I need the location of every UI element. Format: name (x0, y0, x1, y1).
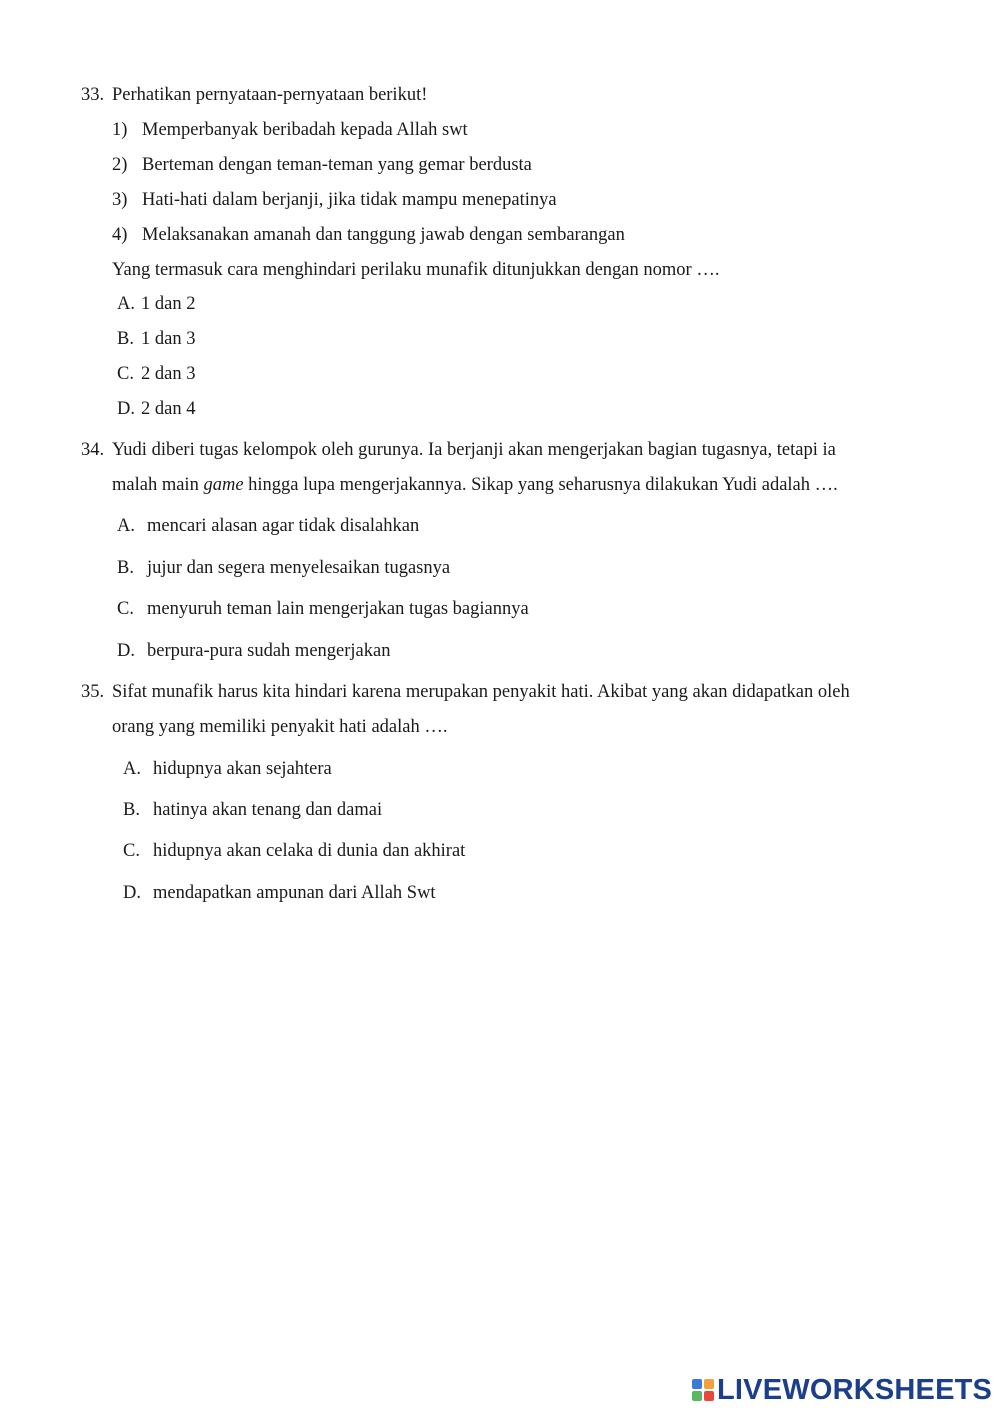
mark-square (692, 1391, 702, 1401)
option-text: hidupnya akan sejahtera (153, 759, 332, 779)
liveworksheets-logo (692, 1374, 992, 1406)
option-text: mendapatkan ampunan dari Allah Swt (153, 883, 436, 903)
option-text: jujur dan segera menyelesaikan tugasnya (147, 558, 451, 578)
stem-text: hingga lupa mengerjakannya. Sikap yang seharusnya dilakukan Yudi adalah …. (243, 475, 838, 495)
option-letter: D. (117, 641, 135, 661)
statement-text: Hati-hati dalam berjanji, jika tidak mampu menepatinya (142, 190, 557, 210)
statement-number: 4) (112, 225, 128, 245)
question-33-stem: Perhatikan pernyataan-pernyataan berikut! (112, 85, 428, 105)
option-letter: B. (123, 800, 140, 820)
question-33-number: 33. (81, 85, 105, 105)
option-letter: C. (123, 841, 140, 861)
mark-square (704, 1391, 714, 1401)
option-text: 2 dan 3 (141, 364, 196, 384)
option-text: 1 dan 3 (141, 329, 196, 349)
statement-text: Memperbanyak beribadah kepada Allah swt (142, 120, 468, 140)
option-text: berpura-pura sudah mengerjakan (147, 641, 391, 661)
question-34-number: 34. (81, 440, 105, 460)
liveworksheets-mark-icon (692, 1379, 714, 1401)
option-text: hidupnya akan celaka di dunia dan akhirat (153, 841, 466, 861)
option-text: menyuruh teman lain mengerjakan tugas bagiannya (147, 599, 529, 619)
option-text: hatinya akan tenang dan damai (153, 800, 383, 820)
question-34-stem-line-2 (112, 473, 838, 497)
mark-square (704, 1379, 714, 1389)
option-letter: B. (117, 329, 134, 349)
question-35-number: 35. (81, 682, 105, 702)
option-letter: A. (123, 759, 141, 779)
option-letter: C. (117, 599, 134, 619)
stem-text: malah main (112, 475, 204, 495)
liveworksheets-wordmark: LIVEWORKSHEETS (717, 1373, 993, 1406)
statement-number: 3) (112, 190, 128, 210)
statement-text: Berteman dengan teman-teman yang gemar berdusta (142, 155, 532, 175)
question-34-stem-line-1: Yudi diberi tugas kelompok oleh gurunya. Ia berjanji akan mengerjakan bagian tugasnya, tetapi ia (112, 440, 836, 460)
statement-text: Melaksanakan amanah dan tanggung jawab dengan sembarangan (142, 225, 625, 245)
option-letter: D. (117, 399, 135, 419)
option-letter: C. (117, 364, 134, 384)
mark-square (692, 1379, 702, 1389)
stem-italic-word: game (203, 475, 244, 495)
statement-number: 1) (112, 120, 128, 140)
option-text: 1 dan 2 (141, 294, 196, 314)
option-letter: A. (117, 516, 135, 536)
statement-number: 2) (112, 155, 128, 175)
option-letter: B. (117, 558, 134, 578)
option-letter: D. (123, 883, 141, 903)
option-text: mencari alasan agar tidak disalahkan (147, 516, 420, 536)
question-35-stem-line-2: orang yang memiliki penyakit hati adalah …. (112, 717, 448, 737)
question-35-stem-line-1: Sifat munafik harus kita hindari karena merupakan penyakit hati. Akibat yang akan didapatkan oleh (112, 682, 850, 702)
question-33-prompt: Yang termasuk cara menghindari perilaku munafik ditunjukkan dengan nomor …. (112, 260, 720, 280)
option-letter: A. (117, 294, 135, 314)
option-text: 2 dan 4 (141, 399, 196, 419)
